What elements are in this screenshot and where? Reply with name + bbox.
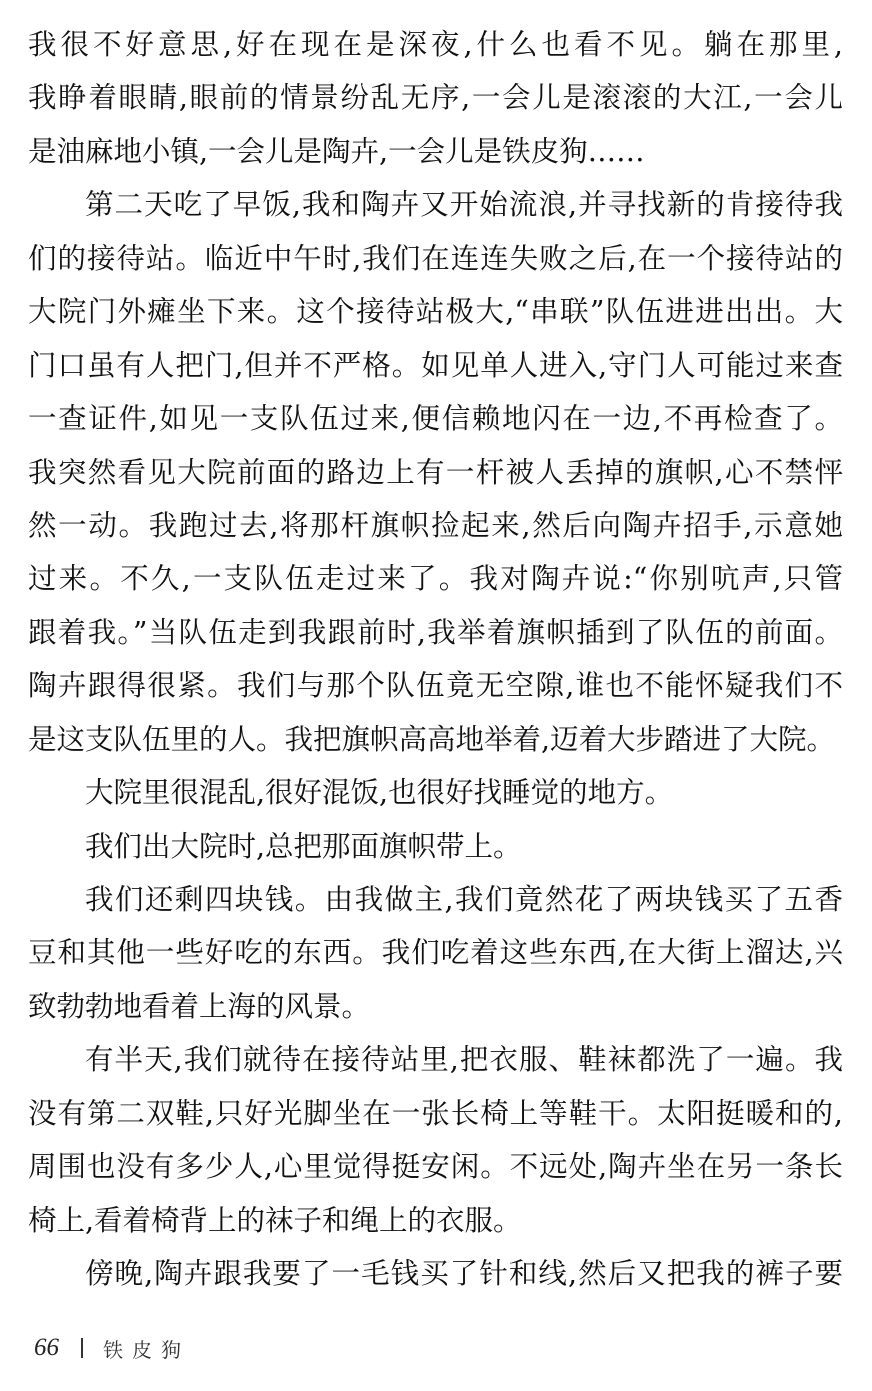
text-line: 一查证件,如见一支队伍过来,便信赖地闪在一边,不再检查了。: [28, 402, 843, 436]
paragraph: [28, 1039, 843, 1253]
paragraph: [28, 1253, 843, 1306]
text-line: 我很不好意思,好在现在是深夜,什么也看不见。躺在那里,: [28, 28, 843, 61]
book-title: 铁皮狗: [103, 1337, 190, 1362]
text-line: 我们还剩四块钱。由我做主,我们竟然花了两块钱买了五香: [85, 883, 843, 916]
text-line: 是油麻地小镇,一会儿是陶卉,一会儿是铁皮狗……: [28, 134, 645, 168]
text-line: 我们出大院时,总把那面旗帜带上。: [85, 829, 522, 863]
body-text: [28, 24, 843, 1307]
text-line: 们的接待站。临近中午时,我们在连连失败之后,在一个接待站的: [28, 241, 843, 275]
text-line: 是这支队伍里的人。我把旗帜高高地举着,迈着大步踏进了大院。: [28, 722, 836, 756]
footer-divider: [81, 1338, 83, 1358]
paragraph: [28, 772, 843, 825]
text-line: 大院门外瘫坐下来。这个接待站极大,“串联”队伍进进出出。大: [28, 295, 843, 329]
text-line: 跟着我。”当队伍走到我跟前时,我举着旗帜插到了队伍的前面。: [28, 615, 843, 649]
text-line: 大院里很混乱,很好混饭,也很好找睡觉的地方。: [85, 776, 674, 810]
text-line: 傍晚,陶卉跟我要了一毛钱买了针和线,然后又把我的裤子要: [85, 1257, 843, 1291]
text-line: 我睁着眼睛,眼前的情景纷乱无序,一会儿是滚滚的大江,一会儿: [28, 81, 843, 115]
text-line: 然一动。我跑过去,将那杆旗帜捡起来,然后向陶卉招手,示意她: [28, 508, 843, 542]
text-line: 椅上,看着椅背上的袜子和绳上的衣服。: [28, 1203, 522, 1237]
paragraph: [28, 184, 843, 772]
text-line: 门口虽有人把门,但并不严格。如见单人进入,守门人可能过来查: [28, 348, 843, 382]
text-line: 豆和其他一些好吃的东西。我们吃着这些东西,在大街上溜达,兴: [28, 936, 843, 970]
paragraph: [28, 826, 843, 879]
text-line: 陶卉跟得很紧。我们与那个队伍竟无空隙,谁也不能怀疑我们不: [28, 669, 843, 703]
page-number: 66: [34, 1334, 59, 1361]
text-line: 周围也没有多少人,心里觉得挺安闲。不远处,陶卉坐在另一条长: [28, 1150, 843, 1184]
text-line: 我突然看见大院前面的路边上有一杆被人丢掉的旗帜,心不禁怦: [28, 455, 843, 489]
text-line: 致勃勃地看着上海的风景。: [28, 989, 371, 1023]
text-line: 没有第二双鞋,只好光脚坐在一张长椅上等鞋干。太阳挺暖和的,: [28, 1096, 843, 1130]
text-line: 有半天,我们就待在接待站里,把衣服、鞋袜都洗了一遍。我: [85, 1043, 843, 1077]
text-line: 第二天吃了早饭,我和陶卉又开始流浪,并寻找新的肯接待我: [85, 188, 843, 222]
paragraph: [28, 24, 843, 184]
text-line: 过来。不久,一支队伍走过来了。我对陶卉说:“你别吭声,只管: [28, 562, 843, 596]
page-footer: [34, 1330, 190, 1366]
paragraph: [28, 879, 843, 1039]
